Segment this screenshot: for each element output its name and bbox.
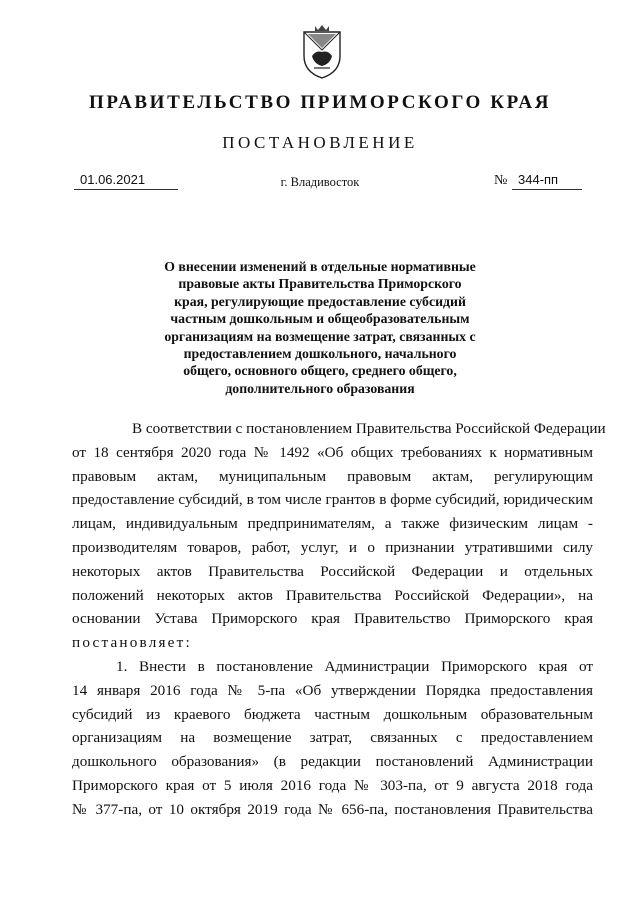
body-line: 1. Внести в постановление Администрации Приморского края от [116,657,593,675]
body-line: Приморского края от 5 июля 2016 года № 303-па, от 9 августа 2018 года [72,776,593,794]
number-prefix: № [494,173,508,188]
body-line: производителям товаров, работ, услуг, и о признании утратившими силу [72,538,593,556]
body-line: 14 января 2016 года № 5-па «Об утверждении Порядка предоставления [72,681,593,699]
document-type: ПОСТАНОВЛЕНИЕ [222,133,418,152]
body-line: от 18 сентября 2020 года № 1492 «Об общих требованиях к нормативным [72,443,593,461]
body-line: В соответствии с постановлением Правительства Российской Федерации [132,420,606,437]
subject-line: дополнительного образования [225,380,415,396]
body-line: некоторых актов Правительства Российской Федерации и отдельных [72,562,593,580]
body-line: дошкольного образования» (в редакции постановлений Администрации [72,753,593,771]
body-line: лицам, индивидуальным предпринимателям, а также физическим лицам - [72,515,593,533]
document-number-field [512,172,582,190]
document-date: 01.06.2021 [80,172,146,187]
body-line: положений некоторых актов Правительства Российской Федерации», на [72,586,593,604]
subject-line: О внесении изменений в отдельные нормативные [164,259,476,274]
body-line: постановляет: [72,634,192,652]
city-label: г. Владивосток [280,175,360,189]
body-line: основании Устава Приморского края Правительство Приморского края [72,610,593,628]
document-subject [150,258,490,397]
coat-of-arms-icon [298,22,346,82]
document-date-field [74,172,178,190]
subject-line: общего, основного общего, среднего общего, [183,363,457,379]
subject-line: края, регулирующие предоставление субсидий [174,293,466,309]
body-line: организациям на возмещение затрат, связанных с предоставлением [72,729,593,747]
subject-line: предоставлением дошкольного, начального [183,346,457,362]
subject-line: организациям на возмещение затрат, связанных с [164,328,476,344]
document-body [72,417,606,822]
body-line: субсидий из краевого бюджета частным дошкольным образовательным [72,705,593,723]
document-number: 344-пп [518,172,559,187]
subject-line: частным дошкольным и общеобразовательным [170,311,470,327]
subject-line: правовые акты Правительства Приморского [178,276,462,292]
body-line: правовым актам, муниципальным правовым актам, регулирующим [72,467,593,485]
body-line: № 377-па, от 10 октября 2019 года № 656-па, постановления Правительства [72,800,593,818]
government-name: ПРАВИТЕЛЬСТВО ПРИМОРСКОГО КРАЯ [88,92,552,113]
body-line: предоставление субсидий, в том числе грантов в форме субсидий, юридическим [72,491,593,509]
